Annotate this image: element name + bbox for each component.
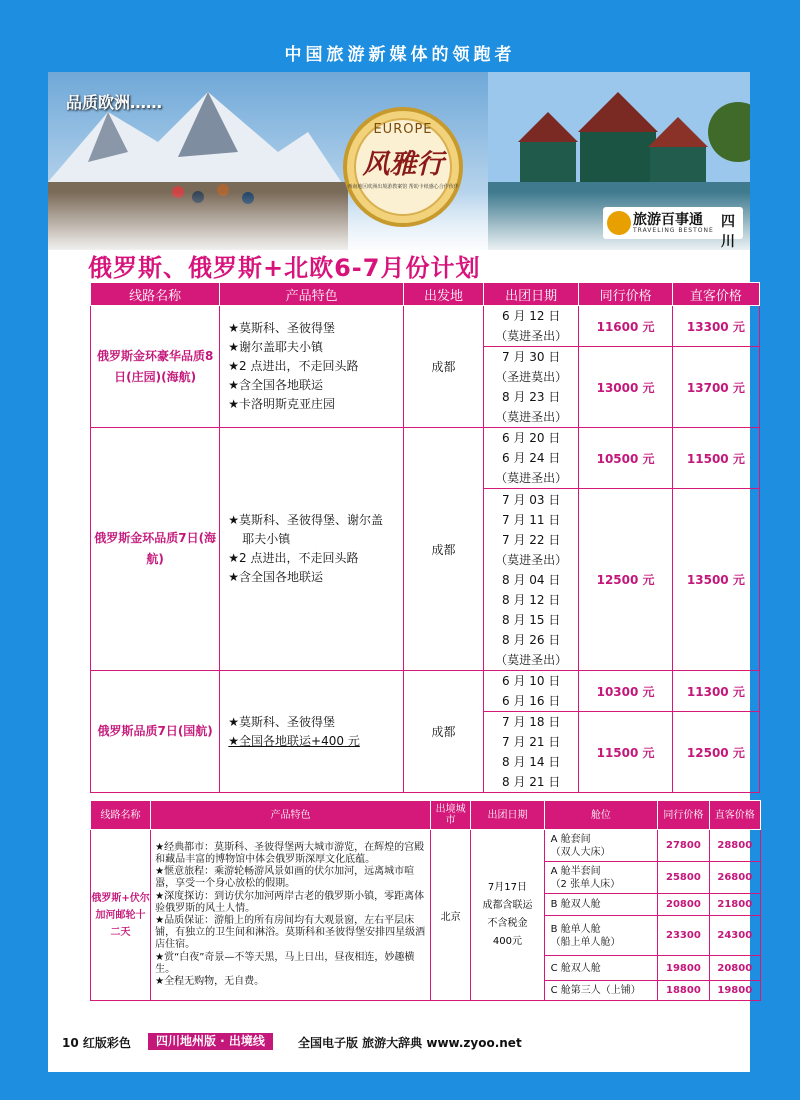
direct-price: 11500 元: [672, 428, 759, 489]
peer-price: 20800: [658, 894, 709, 916]
edition-tag: 四川地州版 · 出境线: [148, 1033, 273, 1050]
emblem-script: 风雅行: [362, 149, 444, 180]
volga-cruise-table: [90, 800, 761, 1001]
footer-website: 全国电子版 旅游大辞典 www.zyoo.net: [298, 1036, 522, 1050]
brand-english: TRAVELING BESTONE: [633, 227, 714, 234]
peer-price: 18800: [658, 981, 709, 1001]
peer-price: 10300 元: [579, 671, 672, 712]
brand-name: 旅游百事通: [633, 212, 703, 228]
table-row: [91, 306, 760, 347]
banner: [48, 72, 750, 250]
peer-price: 19800: [658, 956, 709, 981]
cabin-type: C 舱双人舱: [544, 956, 658, 981]
col-header: 出团日期: [471, 801, 544, 830]
col-header: 直客价格: [709, 801, 760, 830]
cabin-type: C 舱第三人（上铺）: [544, 981, 658, 1001]
table-row: [91, 830, 761, 862]
col-header: 产品特色: [151, 801, 431, 830]
departure-dates: 7 月 18 日 7 月 21 日 8 月 14 日 8 月 21 日: [483, 712, 578, 793]
direct-price: 13300 元: [672, 306, 759, 347]
table-row: [91, 671, 760, 712]
peer-price: 27800: [658, 830, 709, 862]
route-features: ★莫斯科、圣彼得堡、谢尔盖 耶夫小镇 ★2 点进出，不走回头路 ★含全国各地联运: [220, 428, 404, 671]
brand-province: 四川: [721, 214, 735, 250]
direct-price: 21800: [709, 894, 760, 916]
col-header: 产品特色: [220, 283, 404, 306]
emblem-word: EUROPE: [373, 122, 433, 137]
direct-price: 12500 元: [672, 712, 759, 793]
route-name: 俄罗斯品质7日(国航): [91, 671, 220, 793]
cabin-type: A 舱套间 （双人大床）: [544, 830, 658, 862]
departure-dates: 6 月 20 日 6 月 24 日 （莫进圣出）: [483, 428, 578, 489]
departure-city: 成都: [403, 306, 483, 428]
russia-plan-table: [90, 282, 760, 793]
col-header: 直客价格: [672, 283, 759, 306]
col-header: 舱位: [544, 801, 658, 830]
direct-price: 26800: [709, 862, 760, 894]
peer-price: 11600 元: [579, 306, 672, 347]
departure-city: 成都: [403, 671, 483, 793]
col-header: 同行价格: [658, 801, 709, 830]
col-header: 出团日期: [483, 283, 578, 306]
brand-logo-box: [603, 207, 743, 250]
route-features: ★莫斯科、圣彼得堡 ★全国各地联运+400 元: [220, 671, 404, 793]
peer-price: 12500 元: [579, 489, 672, 671]
direct-price: 28800: [709, 830, 760, 862]
peer-price: 23300: [658, 916, 709, 956]
col-header: 线路名称: [91, 283, 220, 306]
brand-mascot-icon: [607, 211, 631, 235]
emblem-subtitle: 西南地区欧洲出境游教案馆 帮助卡纸感心合作伙伴: [347, 184, 459, 190]
col-header: 同行价格: [579, 283, 672, 306]
direct-price: 19800: [709, 981, 760, 1001]
cabin-type: B 舱双人舱: [544, 894, 658, 916]
col-header: 出境城市: [430, 801, 470, 830]
direct-price: 20800: [709, 956, 760, 981]
departure-dates: 6 月 10 日 6 月 16 日: [483, 671, 578, 712]
departure-date: 7月17日 成都含联运 不含税金 400元: [471, 830, 544, 1001]
direct-price: 24300: [709, 916, 760, 956]
cabin-type: A 舱半套间 （2 张单人床）: [544, 862, 658, 894]
banner-tagline: 品质欧洲……: [66, 93, 163, 112]
route-name: 俄罗斯金环豪华品质8日(庄园)(海航): [91, 306, 220, 428]
route-name: 俄罗斯金环品质7日(海航): [91, 428, 220, 671]
peer-price: 25800: [658, 862, 709, 894]
direct-price: 13500 元: [672, 489, 759, 671]
peer-price: 10500 元: [579, 428, 672, 489]
top-slogan: 中国旅游新媒体的领跑者: [284, 45, 516, 65]
departure-dates: 7 月 03 日 7 月 11 日 7 月 22 日 （莫进圣出） 8 月 04 日 8 月 12 日 8 月 15 日 8 月 26 日 （莫进圣出）: [483, 489, 578, 671]
departure-city: 成都: [403, 428, 483, 671]
col-header: 出发地: [403, 283, 483, 306]
departure-dates: 7 月 30 日 （圣进莫出） 8 月 23 日 （莫进圣出）: [483, 347, 578, 428]
peer-price: 13000 元: [579, 347, 672, 428]
departure-dates: 6 月 12 日 （莫进圣出）: [483, 306, 578, 347]
page-number: 10 红版彩色: [62, 1036, 131, 1050]
route-features: ★莫斯科、圣彼得堡 ★谢尔盖耶夫小镇 ★2 点进出，不走回头路 ★含全国各地联运 ★卡洛明斯克亚庄园: [220, 306, 404, 428]
departure-city: 北京: [430, 830, 470, 1001]
page-title: 俄罗斯、俄罗斯+北欧6-7月份计划: [88, 254, 481, 282]
table-row: [91, 428, 760, 489]
route-features: ★经典都市：莫斯科、圣彼得堡两大城市游览，在辉煌的宫殿和藏品丰富的博物馆中体会俄罗斯深厚文化底蕴。 ★惬意旅程：乘游轮畅游风景如画的伏尔加河，远离城市喧嚣，享受一个身心放松的假期。 ★深度探访：到访伏尔加河两岸古老的俄罗斯小镇，零距离体验俄罗斯的风土人情。 ★品质保证：游船上的所有房间均有大观景窗，左右平层床铺，有独立的卫生间和淋浴。莫斯科和圣彼得堡安排四星级酒店住宿。 ★赏“白夜”奇景—不等天黑，马上日出，昼夜相连，妙趣横生。 ★全程无购物，无自费。: [151, 830, 431, 1001]
direct-price: 13700 元: [672, 347, 759, 428]
direct-price: 11300 元: [672, 671, 759, 712]
col-header: 线路名称: [91, 801, 151, 830]
peer-price: 11500 元: [579, 712, 672, 793]
route-name: 俄罗斯+伏尔加河邮轮十二天: [91, 830, 151, 1001]
cabin-type: B 舱单人舱 （船上单人舱）: [544, 916, 658, 956]
content-panel: [48, 72, 755, 1072]
